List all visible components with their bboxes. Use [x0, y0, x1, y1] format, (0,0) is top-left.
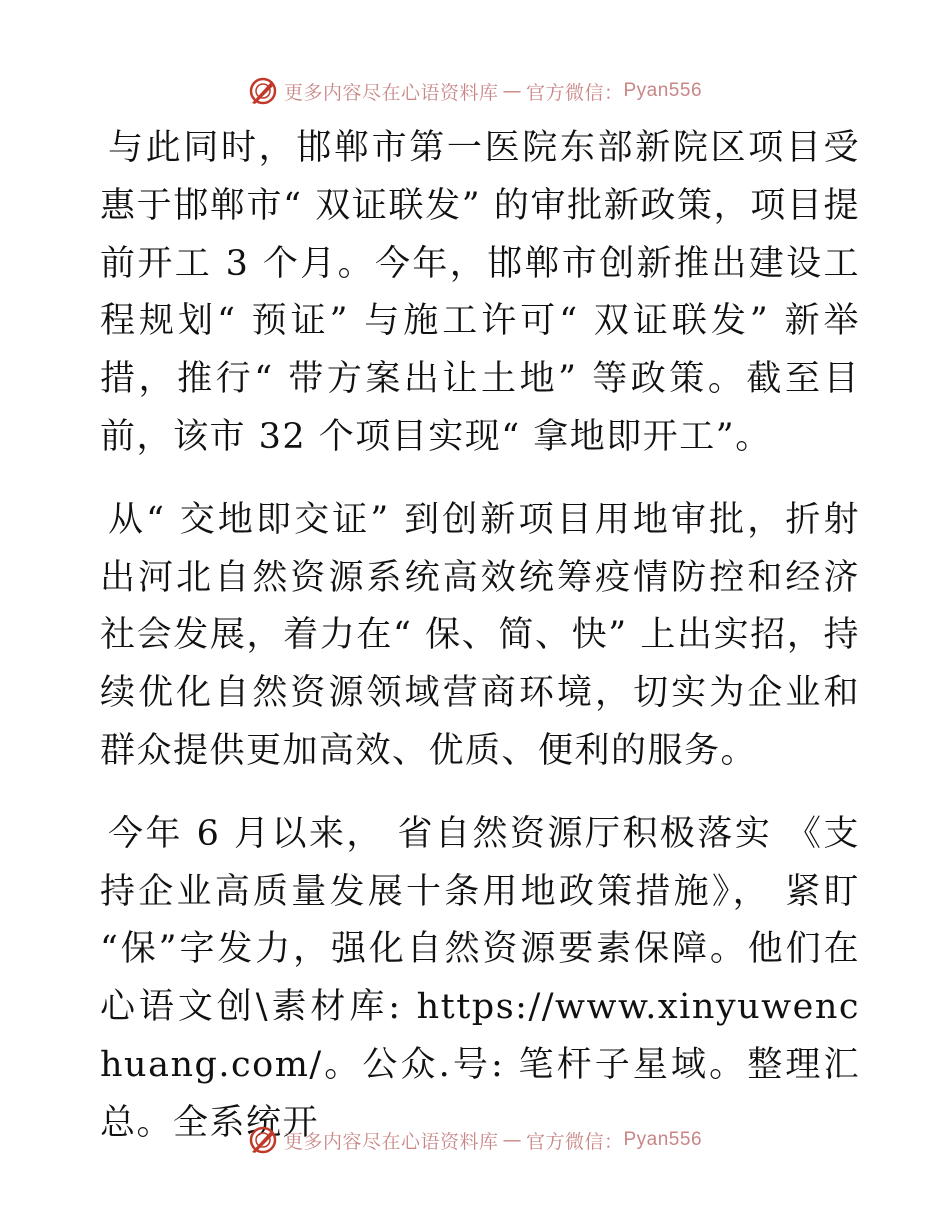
footer-wechat-id: Pyan556: [623, 1129, 703, 1150]
header-wechat-id: Pyan556: [623, 80, 703, 101]
header-banner: [0, 74, 950, 108]
paragraph-2: 从“ 交地即交证” 到创新项目用地审批，折射出河北自然资源系统高效统筹疫情防控和经济社会发展，着力在“ 保、简、快” 上出实招，持续优化自然资源领域营商环境，切实为企业和群众提供更加高效、优质、便利的服务。: [100, 499, 860, 771]
header-promo-text: 更多内容尽在心语资料库: [283, 81, 499, 104]
paragraph-1: 与此同时，邯郸市第一医院东部新院区项目受惠于邯郸市“ 双证联发” 的审批新政策，项目提前开工 3 个月。今年，邯郸市创新推出建设工程规划“ 预证” 与施工许可“ 双证联发” 新举措，推行“ 带方案出让土地” 等政策。截至目前，该市 32 个项目实现“ 拿地即开工”。: [100, 128, 860, 457]
paragraph-3: 今年 6 月以来， 省自然资源厅积极落实 《支持企业高质量发展十条用地政策措施》， 紧盯 “保”字发力，强化自然资源要素保障。他们在心语文创\素材库: https://www.xinyuwenchuang.com/。公众.号: 笔杆子星域。整理汇总。全系统开: [100, 813, 860, 1143]
header-wechat-label: 官方微信：: [525, 81, 624, 104]
document-body: [100, 120, 860, 1153]
quill-logo-icon: [248, 1125, 278, 1155]
footer-wechat-label: 官方微信：: [525, 1130, 624, 1153]
header-separator: —: [502, 80, 522, 102]
footer-banner: [0, 1123, 950, 1157]
footer-promo-text: 更多内容尽在心语资料库: [283, 1130, 499, 1153]
quill-logo-icon: [248, 76, 278, 106]
footer-separator: —: [502, 1129, 522, 1151]
